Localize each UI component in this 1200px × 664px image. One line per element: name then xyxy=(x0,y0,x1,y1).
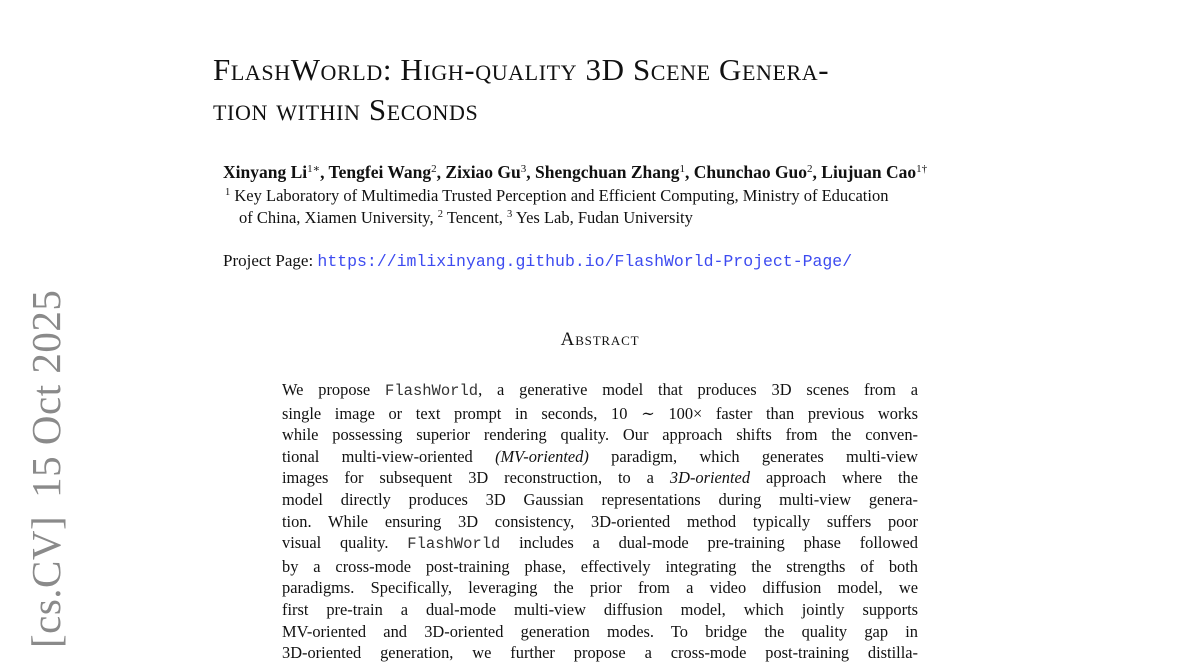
abstract-line: paradigms. Specifically, leveraging the prior from a video diffusion model, we xyxy=(282,578,918,598)
abstract-line: images for subsequent 3D reconstruction, to a 3D-oriented approach where the xyxy=(282,468,918,488)
abstract-line: first pre-train a dual-mode multi-view diffusion model, which jointly supports xyxy=(282,599,918,619)
abstract-line: We propose FlashWorld, a generative model that produces 3D scenes from a xyxy=(282,380,918,400)
abstract-line: 3D-oriented generation, we further propose a cross-mode post-training distilla- xyxy=(282,643,918,663)
author-affil-mark: 3 xyxy=(520,163,527,175)
affiliation-line-2: of China, Xiamen University, $^2$ Tencent, $^3$ Yes Lab, Fudan University xyxy=(239,208,693,227)
author-name: Zixiao Gu xyxy=(445,162,521,182)
author-name: Chunchao Guo xyxy=(693,162,808,182)
arxiv-date: 15 Oct 2025 xyxy=(23,289,69,498)
abstract-line: visual quality. FlashWorld includes a dual-mode pre-training phase followed xyxy=(282,533,918,554)
author-affil-mark: 1∗ xyxy=(307,163,321,175)
author-name: Liujuan Cao xyxy=(821,162,917,182)
abstract-body xyxy=(282,379,918,664)
abstract-line: tion. While ensuring 3D consistency, 3D-oriented method typically suffers poor xyxy=(282,511,918,531)
affiliation-line-1: $^1$ Key Laboratory of Multimedia Trusted Perception and Efficient Computing, Ministry of Education xyxy=(225,186,889,205)
abstract-line: by a cross-mode post-training phase, effectively integrating the strengths of both xyxy=(282,556,918,576)
title-line-2: tion within Seconds xyxy=(213,92,479,127)
project-page-line xyxy=(223,250,852,273)
author-name: Tengfei Wang xyxy=(328,162,432,182)
abstract-line: model directly produces 3D Gaussian representations during multi-view genera- xyxy=(282,489,918,509)
affiliations xyxy=(225,185,1045,229)
author-list: Xinyang $Li^{1∗}$, Tengfei Wang$^2$, Zixiao Gu$^3$, Shengchuan Zhang$^1$, Chunchao Guo$^2$, Liujuan Cao$^{1\dagger}$ xyxy=(223,162,928,182)
abstract-line: tional multi-view-oriented (MV-oriented) paradigm, which generates multi-view xyxy=(282,446,918,466)
project-page-label: Project Page: xyxy=(223,251,314,270)
method-name: FlashWorld xyxy=(407,535,501,554)
project-page-link[interactable]: https://imlixinyang.github.io/FlashWorld-Project-Page/ xyxy=(317,252,853,271)
method-name: FlashWorld xyxy=(385,382,479,400)
author-affil-mark: 2 xyxy=(807,163,813,175)
arxiv-category: [cs.CV] xyxy=(23,515,69,648)
author-name: Xinyang Li xyxy=(223,162,308,182)
author-affil-mark: 1† xyxy=(916,163,928,175)
author-name: Shengchuan Zhang xyxy=(535,162,680,182)
author-affil-mark: 1 xyxy=(679,163,685,175)
paper-title xyxy=(213,50,1033,130)
abstract-line: while possessing superior rendering quality. Our approach shifts from the conven- xyxy=(282,425,918,445)
title-line-1: FlashWorld: High-quality 3D Scene Genera- xyxy=(213,52,830,87)
author-affil-mark: 2 xyxy=(431,163,437,175)
abstract-line: MV-oriented and 3D-oriented generation modes. To bridge the quality gap in xyxy=(282,621,918,641)
abstract-heading: Abstract xyxy=(560,329,640,350)
abstract-line: single image or text prompt in seconds, 10 ∼ 100× faster than previous works xyxy=(282,403,918,423)
